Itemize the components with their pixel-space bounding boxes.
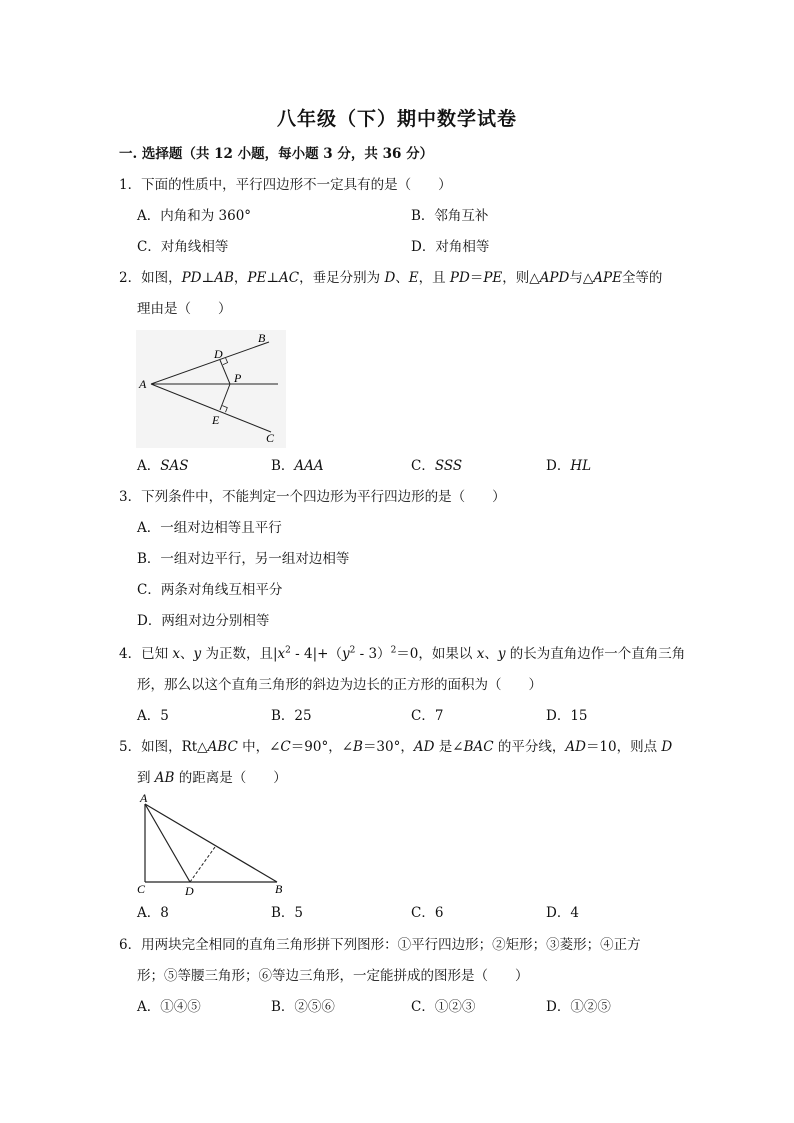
label-c: C bbox=[266, 431, 275, 445]
page-title: 八年级（下）期中数学试卷 bbox=[276, 108, 517, 130]
q4-option-c: C．7 bbox=[411, 708, 444, 724]
label-d: D bbox=[185, 884, 194, 898]
q6-option-a: A．①④⑤ bbox=[137, 999, 201, 1015]
question-1-stem: 1．下面的性质中，平行四边形不一定具有的是（ ） bbox=[119, 177, 452, 193]
label-c: C bbox=[137, 882, 146, 896]
question-4-stem: 4．已知 x、y 为正数，且$|x^2 - 4|+(y^2 - 3)^2=0$，如果以 x、y 的长为直角边作一个直角三角 bbox=[119, 645, 686, 662]
label-e: E bbox=[212, 413, 220, 427]
q1-option-c: C．对角线相等 bbox=[137, 239, 229, 255]
question-5-stem: 5．如图，Rt△ABC 中，∠C＝90°，∠B＝30°，AD 是∠BAC 的平分线，AD＝10，则点 D bbox=[119, 739, 673, 755]
q5-figure bbox=[135, 792, 295, 898]
q2-figure bbox=[136, 330, 286, 448]
question-4-stem-line2: 形，那么以这个直角三角形的斜边为边长的正方形的面积为（ ） bbox=[137, 677, 542, 693]
q4-option-a: A．5 bbox=[137, 708, 169, 724]
q6-option-d: D．①②⑤ bbox=[546, 999, 611, 1015]
q2-option-d: D．HL bbox=[546, 458, 592, 474]
section-heading: 一. 选择题（共 12 小题，每小题 3 分，共 36 分） bbox=[119, 146, 434, 162]
q2-option-c: C．SSS bbox=[411, 458, 463, 474]
segment-ab bbox=[145, 804, 277, 882]
question-2-stem-line2: 理由是（ ） bbox=[137, 301, 232, 317]
question-6-stem-line2: 形；⑤等腰三角形；⑥等边三角形，一定能拼成的图形是（ ） bbox=[137, 968, 529, 984]
q5-option-d: D．4 bbox=[546, 905, 579, 921]
q2-option-a: A．SAS bbox=[137, 458, 189, 474]
segment-ad bbox=[145, 804, 190, 882]
question-5-stem-line2: 到 AB 的距离是（ ） bbox=[137, 770, 287, 786]
q3-option-b: B．一组对边平行，另一组对边相等 bbox=[137, 551, 350, 567]
label-p: P bbox=[234, 371, 242, 385]
label-b: B bbox=[258, 331, 266, 345]
q2-option-b: B．AAA bbox=[271, 458, 324, 474]
q1-option-a: A．内角和为 360° bbox=[137, 208, 252, 224]
q5-option-a: A．8 bbox=[137, 905, 169, 921]
q2-figure-background bbox=[136, 330, 286, 448]
question-3-stem: 3．下列条件中，不能判定一个四边形为平行四边形的是（ ） bbox=[119, 489, 506, 505]
label-b: B bbox=[275, 882, 283, 896]
q5-option-c: C．6 bbox=[411, 905, 444, 921]
q3-option-d: D．两组对边分别相等 bbox=[137, 613, 270, 629]
perpendicular-d-to-ab bbox=[190, 847, 215, 882]
question-6-stem: 6．用两块完全相同的直角三角形拼下列图形：①平行四边形；②矩形；③菱形；④正方 bbox=[119, 937, 641, 953]
q1-option-d: D．对角相等 bbox=[411, 239, 490, 255]
q3-option-c: C．两条对角线互相平分 bbox=[137, 582, 283, 598]
q5-option-b: B．5 bbox=[271, 905, 304, 921]
question-2-stem: 2．如图，PD⊥AB，PE⊥AC，垂足分别为 D、E，且 PD＝PE，则△APD与△APE全等的 bbox=[119, 270, 663, 286]
q3-option-a: A．一组对边相等且平行 bbox=[137, 520, 282, 536]
label-a: A bbox=[140, 792, 148, 805]
q4-option-b: B．25 bbox=[271, 708, 312, 724]
q6-option-c: C．①②③ bbox=[411, 999, 476, 1015]
label-d: D bbox=[214, 347, 223, 361]
label-a: A bbox=[139, 377, 147, 391]
q1-option-b: B．邻角互补 bbox=[411, 208, 489, 224]
q6-option-b: B．②⑤⑥ bbox=[271, 999, 335, 1015]
q4-option-d: D．15 bbox=[546, 708, 588, 724]
